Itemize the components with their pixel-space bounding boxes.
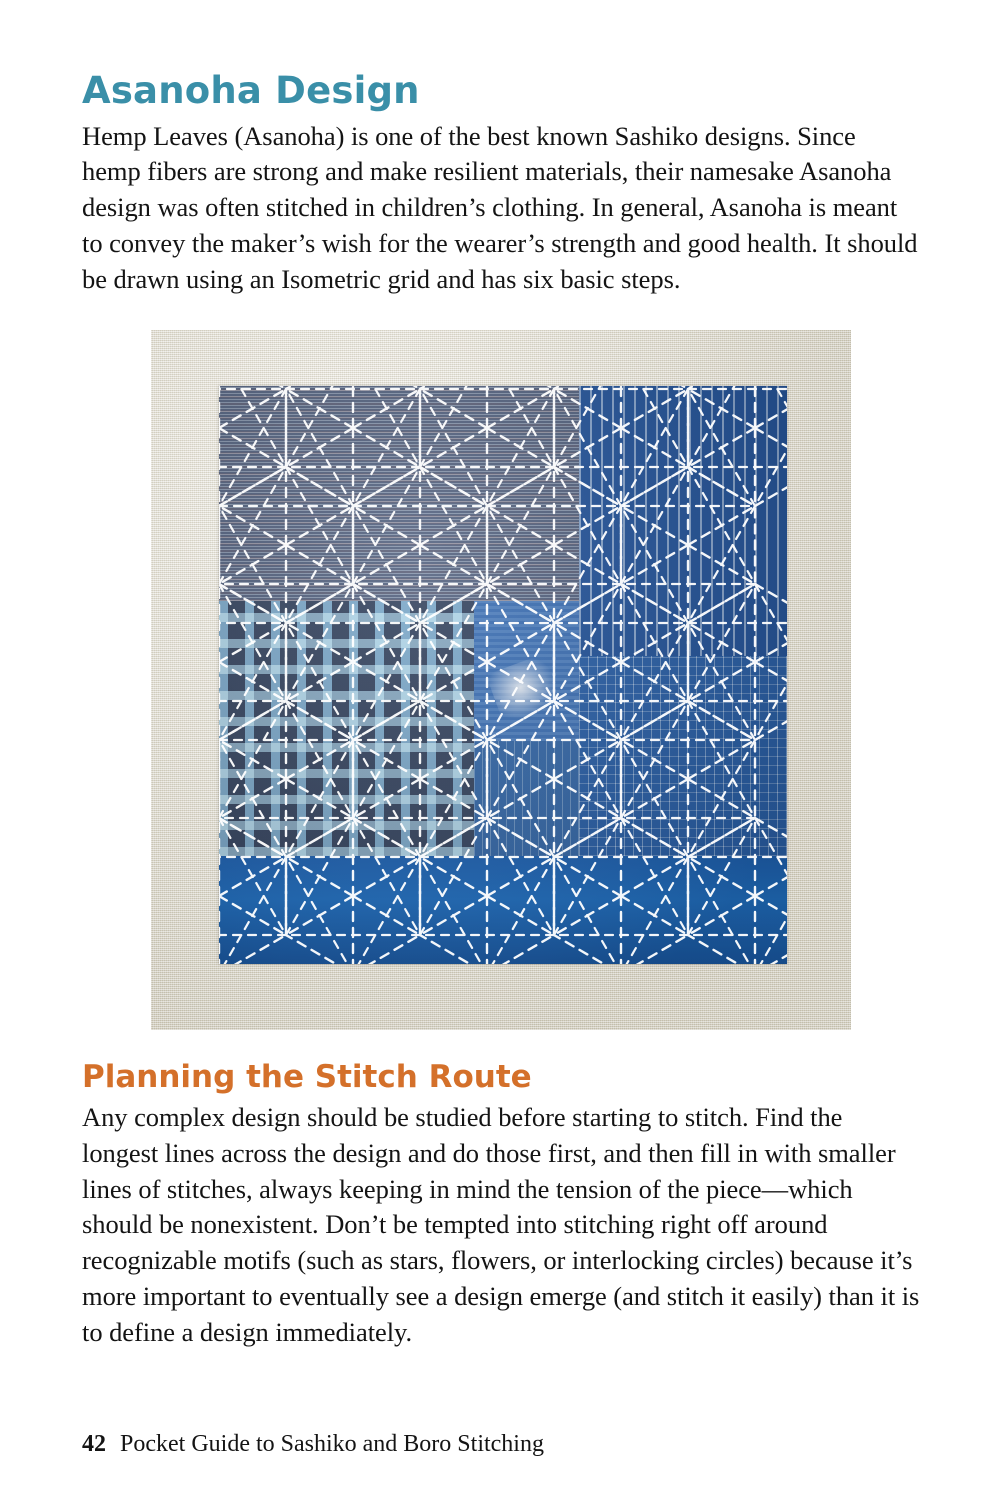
section-paragraph: Any complex design should be studied before starting to stitch. Find the longest lines across the design and do those first, and then fill in with smaller lines of stitches, always keeping in mind the tension of the piece—which should be nonexistent. Don’t be tempted into stitching right off around recognizable motifs (such as stars, flowers, or interlocking circles) because it’s more important to eventually see a design emerge (and stitch it easily) than it is to define a design immediately. [82, 1101, 920, 1348]
page-footer [82, 1431, 544, 1458]
book-title: Pocket Guide to Sashiko and Boro Stitching [120, 1431, 544, 1457]
sashiko-sample-image [151, 330, 851, 1030]
figure-container [82, 330, 920, 1030]
intro-paragraph: Hemp Leaves (Asanoha) is one of the best known Sashiko designs. Since hemp fibers are strong and make resilient materials, their namesake Asanoha design was often stitched in children’s clothing. In general, Asanoha is meant to convey the maker’s wish for the wearer’s strength and good health. It should be drawn using an Isometric grid and has six basic steps. [82, 120, 918, 295]
page-title: Asanoha Design [82, 69, 420, 112]
section-heading: Planning the Stitch Route [82, 1059, 532, 1096]
asanoha-stitch-pattern [219, 386, 787, 964]
page-number: 42 [82, 1431, 106, 1457]
pieced-indigo-cloth [219, 386, 787, 964]
